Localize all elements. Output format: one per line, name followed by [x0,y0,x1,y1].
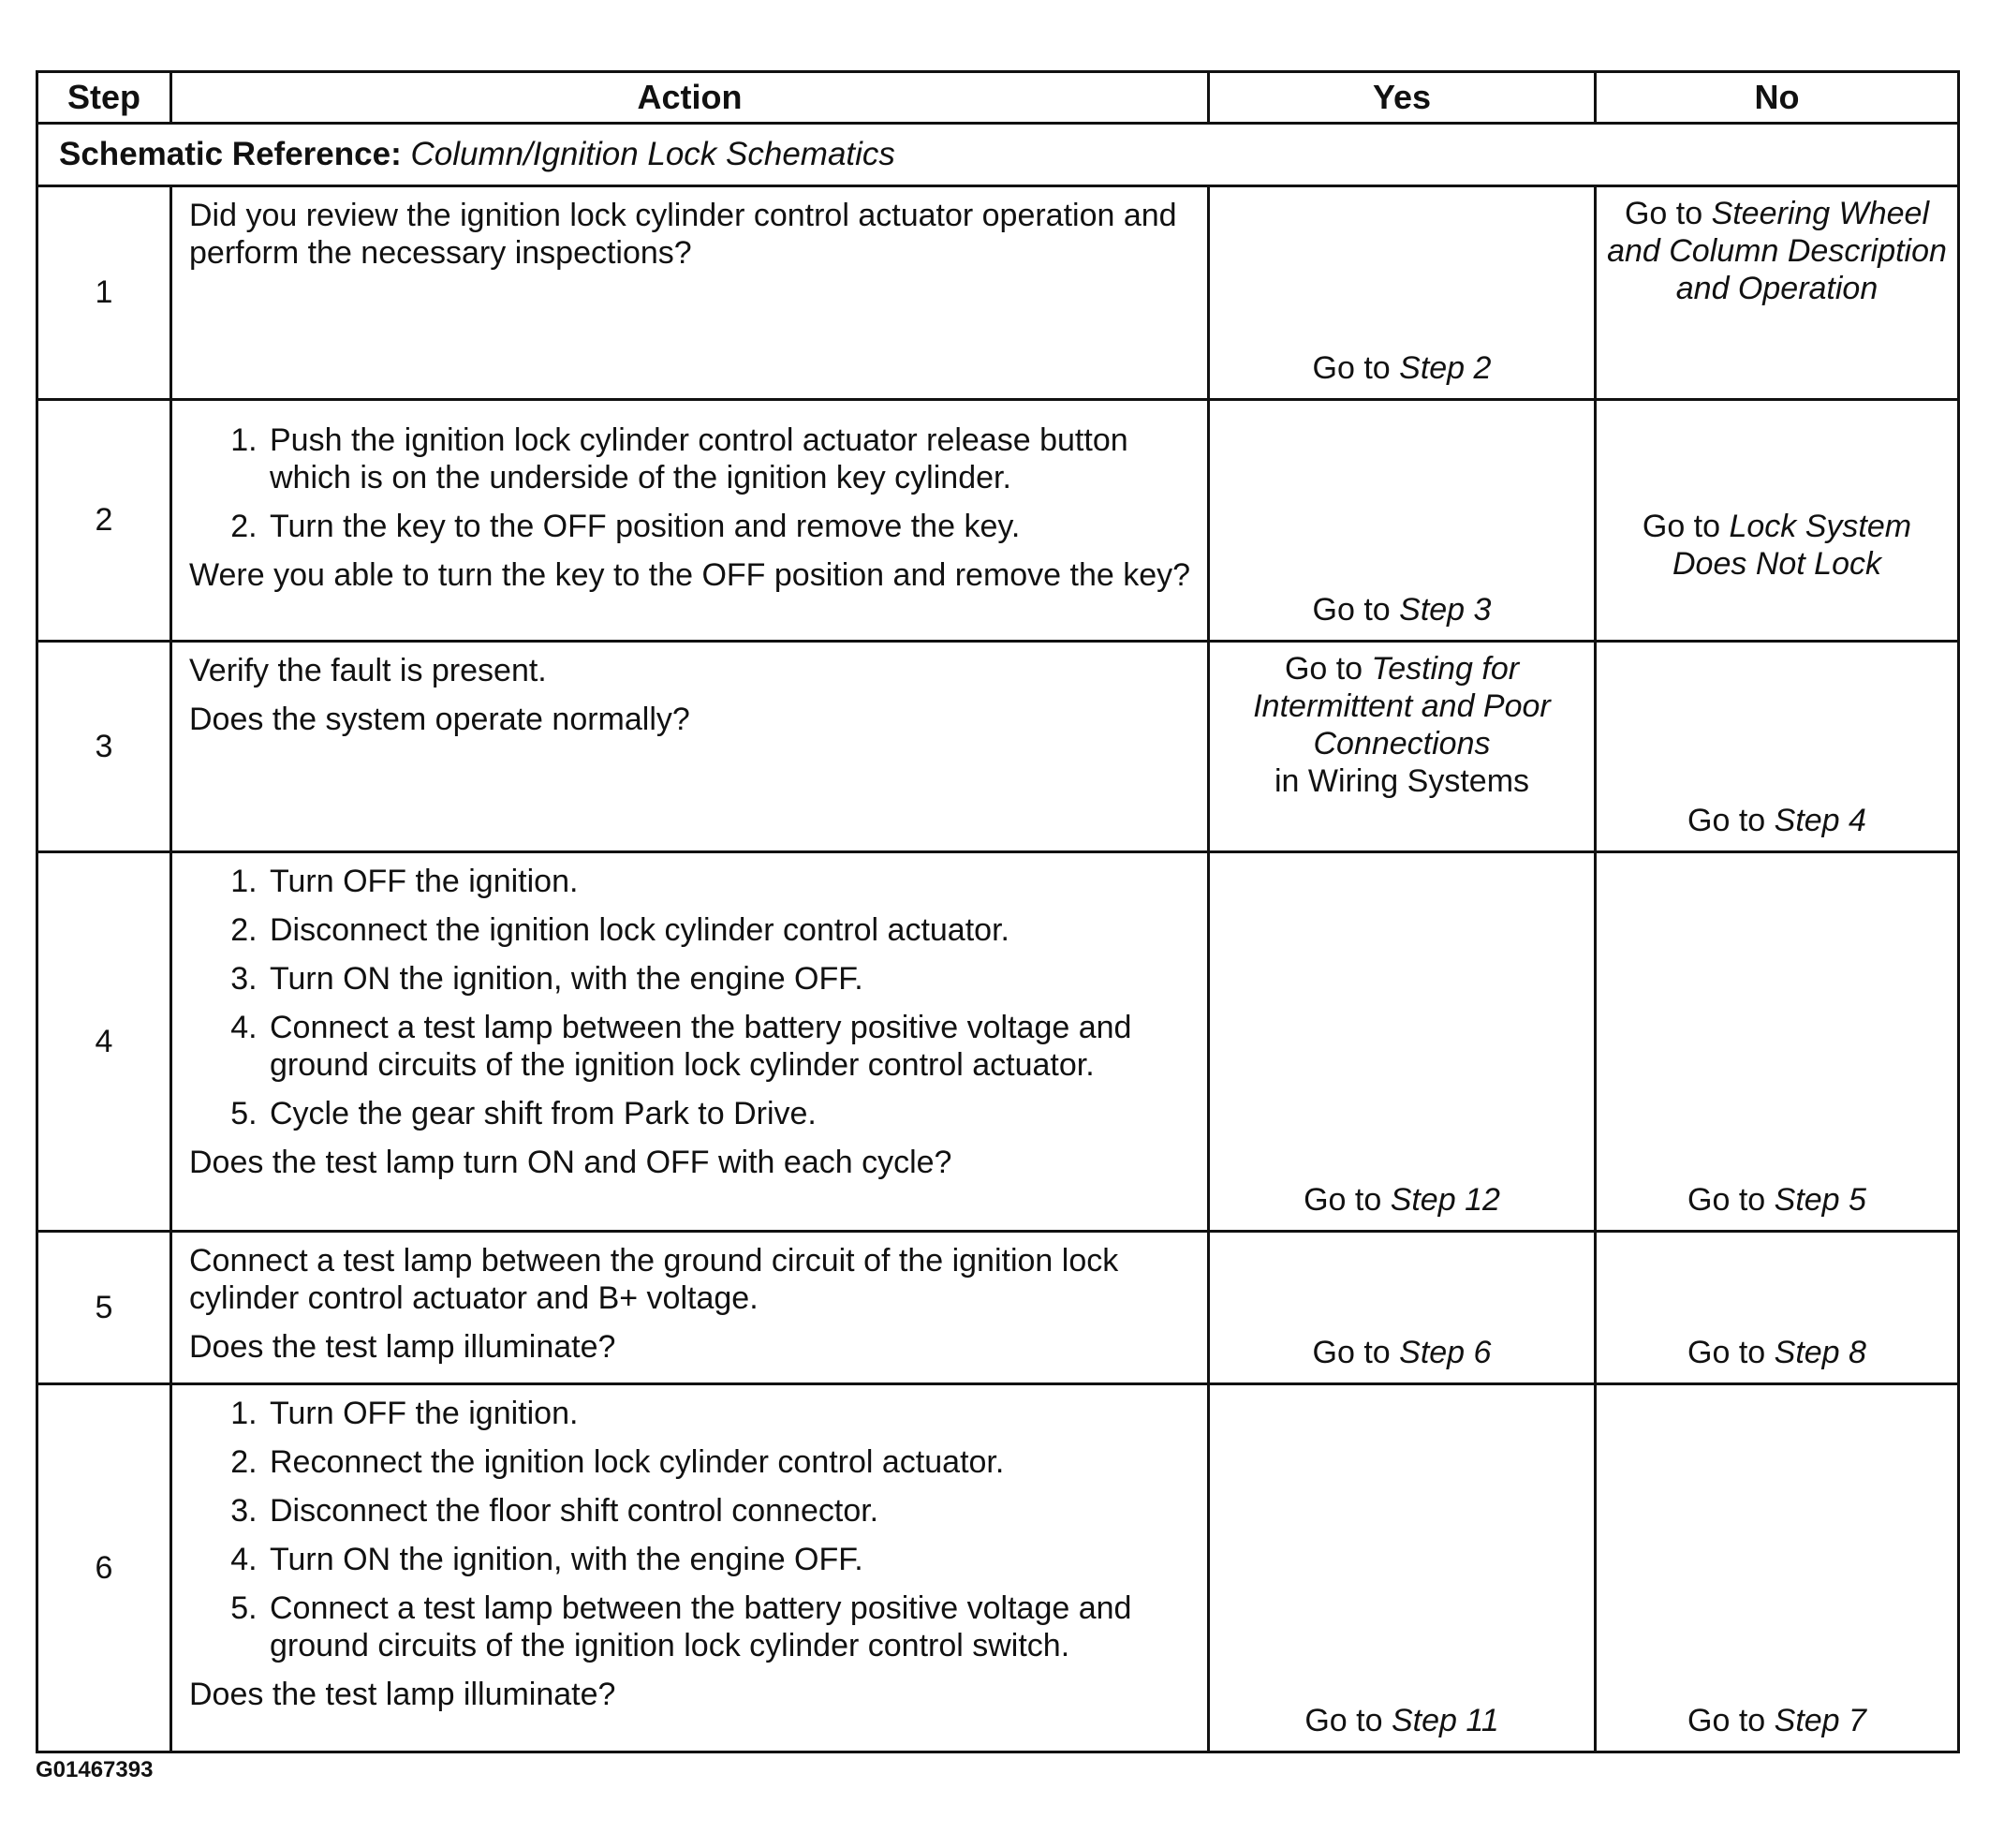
action-step: 3. Disconnect the floor shift control connector. [266,1492,1194,1530]
action-question: Does the test lamp turn ON and OFF with each cycle? [189,1145,952,1180]
action-step: 1. Push the ignition lock cylinder control actuator release button which is on the underside of the ignition key cylinder. [266,421,1194,496]
action-cell [171,852,1209,1232]
header-no: No [1596,72,1959,124]
step-number: 2 [37,400,171,642]
action-step: 4. Turn ON the ignition, with the engine OFF. [266,1541,1194,1578]
no-link[interactable]: Lock System Does Not Lock [1672,508,1912,582]
action-step: 1. Turn OFF the ignition. [266,1395,1194,1432]
action-step: 2. Disconnect the ignition lock cylinder control actuator. [266,911,1194,949]
action-question: Does the test lamp illuminate? [189,1329,616,1365]
no-prefix: Go to [1624,196,1712,231]
action-cell [171,186,1209,400]
action-question: Does the test lamp illuminate? [189,1677,616,1712]
figure-code: G01467393 [36,1757,154,1782]
yes-prefix: Go to [1304,1703,1392,1738]
header-row [37,72,1959,124]
yes-prefix: Go to [1312,592,1400,628]
yes-prefix: Go to [1312,350,1400,386]
action-cell [171,1232,1209,1384]
action-cell [171,1384,1209,1752]
no-cell [1596,1384,1959,1752]
no-cell [1596,186,1959,400]
no-cell [1596,642,1959,852]
action-steps [189,1395,1194,1664]
action-pre: Verify the fault is present. [189,653,547,688]
action-pre: Connect a test lamp between the ground circuit of the ignition lock cylinder control actuator and B+ voltage. [189,1243,1119,1316]
header-step: Step [37,72,171,124]
step-number: 5 [37,1232,171,1384]
table-row [37,642,1959,852]
table-row [37,400,1959,642]
action-step: 1. Turn OFF the ignition. [266,863,1194,900]
table-row [37,852,1959,1232]
action-step: 4. Connect a test lamp between the battery positive voltage and ground circuits of the ignition lock cylinder control actuator. [266,1009,1194,1084]
schematic-link[interactable]: Column/Ignition Lock Schematics [410,136,895,172]
step-number: 4 [37,852,171,1232]
no-link[interactable]: Step 5 [1774,1182,1866,1218]
schematic-label: Schematic Reference: [59,136,402,172]
action-step: 2. Turn the key to the OFF position and remove the key. [266,508,1194,545]
no-cell [1596,1232,1959,1384]
no-link[interactable]: Step 4 [1774,803,1866,838]
no-link[interactable]: Steering Wheel and Column Description and Operation [1607,196,1947,306]
yes-cell [1209,1384,1596,1752]
schematic-reference [37,124,1959,186]
action-cell [171,642,1209,852]
action-step: 3. Turn ON the ignition, with the engine OFF. [266,960,1194,998]
diagnostic-table [36,70,1960,1753]
yes-suffix: in Wiring Systems [1274,763,1530,799]
yes-cell [1209,186,1596,400]
header-yes: Yes [1209,72,1596,124]
action-step: 5. Cycle the gear shift from Park to Drive. [266,1095,1194,1132]
action-step: 2. Reconnect the ignition lock cylinder control actuator. [266,1443,1194,1481]
no-prefix: Go to [1687,1182,1775,1218]
no-prefix: Go to [1687,803,1775,838]
yes-cell [1209,1232,1596,1384]
yes-cell [1209,852,1596,1232]
action-cell [171,400,1209,642]
table-row [37,186,1959,400]
yes-prefix: Go to [1304,1182,1391,1218]
table-row [37,1232,1959,1384]
no-prefix: Go to [1687,1703,1775,1738]
action-steps [189,421,1194,545]
yes-cell [1209,400,1596,642]
no-cell [1596,400,1959,642]
yes-link[interactable]: Step 11 [1391,1703,1499,1738]
no-prefix: Go to [1687,1335,1775,1370]
yes-link[interactable]: Step 3 [1399,592,1492,628]
action-steps [189,863,1194,1132]
yes-link[interactable]: Step 2 [1399,350,1492,386]
step-number: 3 [37,642,171,852]
step-number: 6 [37,1384,171,1752]
header-action: Action [171,72,1209,124]
no-link[interactable]: Step 8 [1774,1335,1866,1370]
no-link[interactable]: Step 7 [1774,1703,1866,1738]
no-prefix: Go to [1642,508,1730,544]
yes-link[interactable]: Step 6 [1399,1335,1492,1370]
action-step: 5. Connect a test lamp between the battery positive voltage and ground circuits of the ignition lock cylinder control switch. [266,1589,1194,1664]
action-question: Did you review the ignition lock cylinder control actuator operation and perform the necessary inspections? [189,198,1177,271]
action-question: Does the system operate normally? [189,702,690,737]
table-row [37,1384,1959,1752]
yes-link[interactable]: Step 12 [1390,1182,1500,1218]
no-cell [1596,852,1959,1232]
step-number: 1 [37,186,171,400]
action-question: Were you able to turn the key to the OFF position and remove the key? [189,557,1191,593]
yes-cell [1209,642,1596,852]
yes-prefix: Go to [1284,651,1372,687]
yes-prefix: Go to [1312,1335,1400,1370]
yes-link[interactable]: Testing for Intermittent and Poor Connections [1253,651,1551,761]
schematic-row [37,124,1959,186]
